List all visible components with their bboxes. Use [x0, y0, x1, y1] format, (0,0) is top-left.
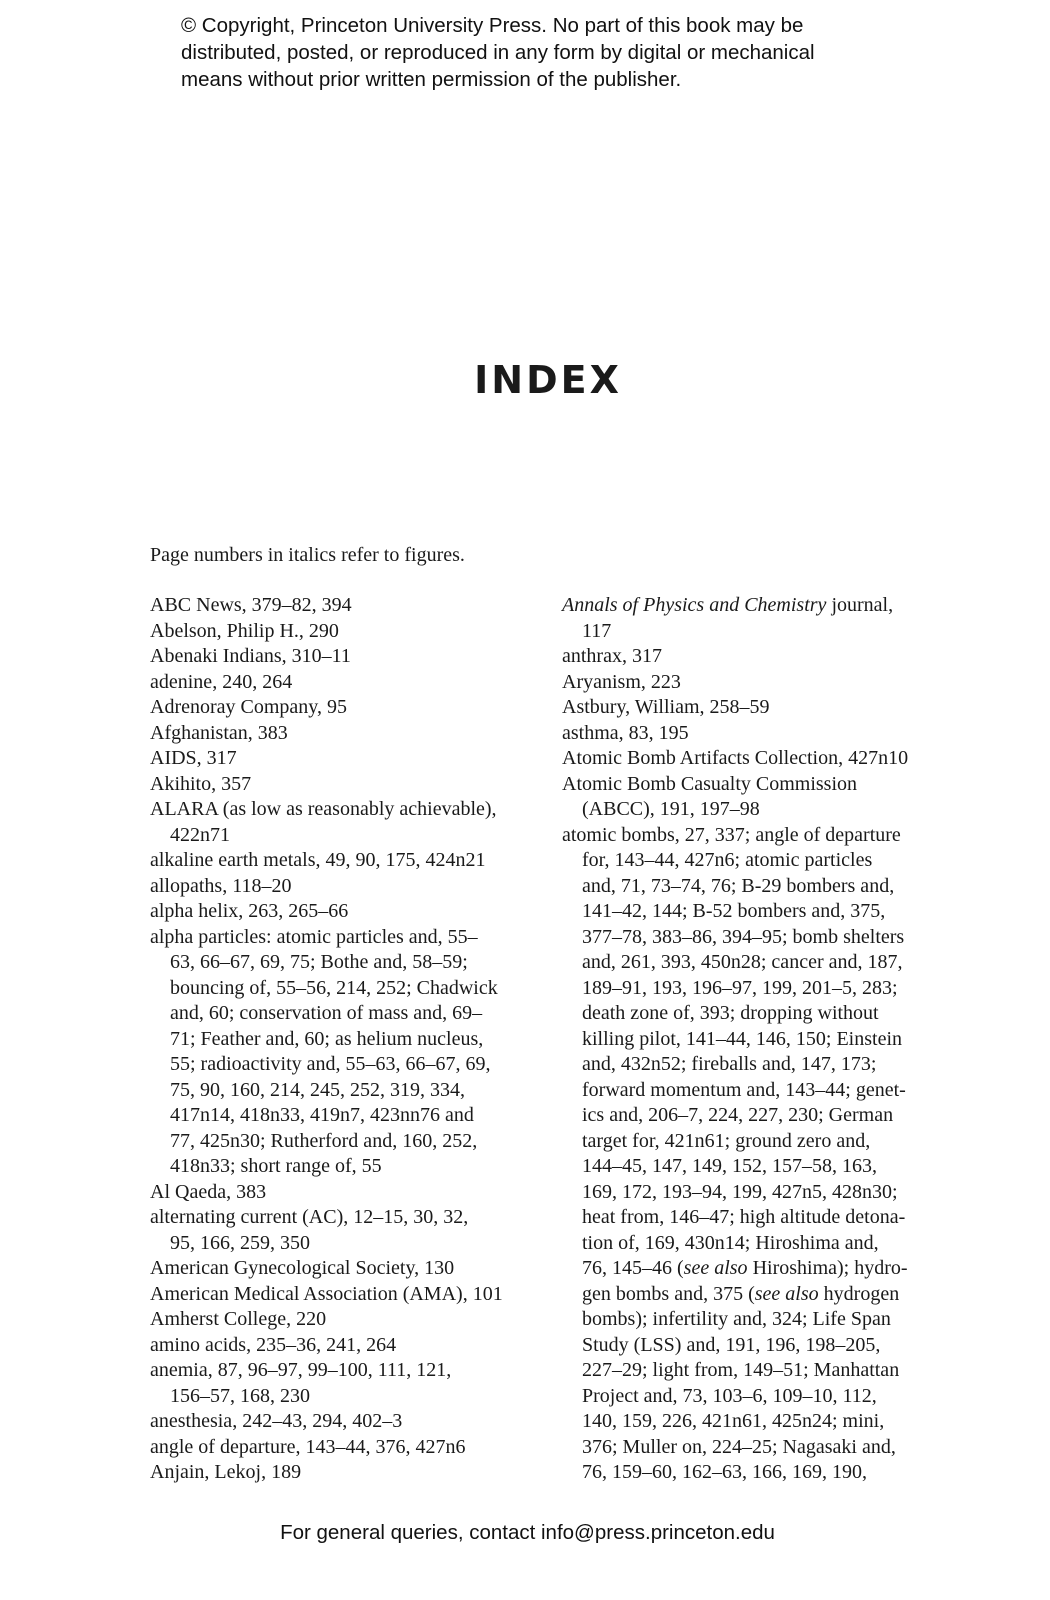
- index-entry-line: 140, 159, 226, 421n61, 425n24; mini,: [582, 1410, 885, 1432]
- journal-title: Annals of Physics and Chemistry: [562, 594, 827, 616]
- index-entry-line: atomic bombs, 27, 337; angle of departure: [562, 823, 901, 846]
- index-entry-line: alkaline earth metals, 49, 90, 175, 424n21: [150, 849, 486, 871]
- index-entry-line: forward momentum and, 143–44; genet-: [582, 1078, 906, 1101]
- entry-text: Hiroshima); hydro-: [747, 1257, 908, 1279]
- index-entry-line: alpha particles: atomic particles and, 55–: [150, 925, 478, 948]
- index-entry-line: 75, 90, 160, 214, 245, 252, 319, 334,: [170, 1078, 465, 1101]
- copyright-line: means without prior written permission of the publisher.: [181, 68, 682, 91]
- index-entry-line: death zone of, 393; dropping without: [582, 1002, 879, 1024]
- index-entry-line: 169, 172, 193–94, 199, 427n5, 428n30;: [582, 1180, 898, 1203]
- index-entry-line: 63, 66–67, 69, 75; Bothe and, 58–59;: [170, 951, 468, 973]
- index-entry-line: Atomic Bomb Artifacts Collection, 427n10: [562, 747, 909, 769]
- index-entry-line: Amherst College, 220: [150, 1308, 327, 1330]
- index-entry-line: 141–42, 144; B-52 bombers and, 375,: [582, 900, 886, 922]
- index-entry-line: heat from, 146–47; high altitude detona-: [582, 1206, 906, 1228]
- index-column-left: [150, 593, 540, 1486]
- index-entry-line: [562, 593, 958, 619]
- index-entry-line: Anjain, Lekoj, 189: [150, 1461, 302, 1483]
- index-entry-line: asthma, 83, 195: [562, 721, 689, 744]
- contact-footer: For general queries, contact info@press.princeton.edu: [280, 1521, 775, 1544]
- index-entry-line: 144–45, 147, 149, 152, 157–58, 163,: [582, 1155, 877, 1177]
- index-entry-line: and, 60; conservation of mass and, 69–: [170, 1002, 483, 1024]
- index-entry-line: 189–91, 193, 196–97, 199, 201–5, 283;: [582, 976, 898, 999]
- index-entry-line: Al Qaeda, 383: [150, 1180, 267, 1203]
- index-entry-line: anthrax, 317: [562, 645, 662, 667]
- index-entry-line: and, 432n52; fireballs and, 147, 173;: [582, 1053, 877, 1075]
- index-entry-line: killing pilot, 141–44, 146, 150; Einstein: [582, 1027, 902, 1050]
- entry-text: journal,: [826, 594, 894, 616]
- index-entry-line: Atomic Bomb Casualty Commission: [562, 772, 858, 795]
- index-column-right: [562, 593, 958, 1486]
- index-entry-line: anemia, 87, 96–97, 99–100, 111, 121,: [150, 1359, 452, 1381]
- index-entry-line: Study (LSS) and, 191, 196, 198–205,: [582, 1333, 881, 1356]
- index-entry-line: and, 71, 73–74, 76; B-29 bombers and,: [582, 874, 895, 897]
- index-entry-line: 377–78, 383–86, 394–95; bomb shelters: [582, 925, 905, 948]
- entry-text: hydrogen: [818, 1282, 900, 1305]
- index-entry-line: allopaths, 118–20: [150, 874, 292, 897]
- see-also: see also: [754, 1282, 819, 1305]
- index-entry-line: anesthesia, 242–43, 294, 402–3: [150, 1410, 403, 1432]
- index-entry-line: target for, 421n61; ground zero and,: [582, 1129, 871, 1152]
- index-entry-line: bouncing of, 55–56, 214, 252; Chadwick: [170, 976, 498, 999]
- index-entry-line: 227–29; light from, 149–51; Manhattan: [582, 1359, 900, 1381]
- index-entry-line: 95, 166, 259, 350: [170, 1231, 310, 1254]
- index-entry-line: 418n33; short range of, 55: [170, 1155, 382, 1177]
- index-entry-line: amino acids, 235–36, 241, 264: [150, 1333, 397, 1356]
- index-entry-line: 55; radioactivity and, 55–63, 66–67, 69,: [170, 1053, 491, 1075]
- see-also: see also: [683, 1257, 748, 1279]
- index-entry-line: bombs); infertility and, 324; Life Span: [582, 1308, 891, 1330]
- index-entry-line: Abelson, Philip H., 290: [150, 619, 339, 642]
- index-note: Page numbers in italics refer to figures.: [150, 544, 465, 566]
- copyright-notice: [181, 12, 941, 93]
- index-entry-line: Abenaki Indians, 310–11: [150, 645, 351, 667]
- index-entry-line: AIDS, 317: [150, 747, 237, 769]
- index-entry-line: 156–57, 168, 230: [170, 1384, 310, 1407]
- entry-text: 76, 145–46 (: [582, 1257, 684, 1279]
- index-entry-line: Aryanism, 223: [562, 670, 681, 693]
- index-entry-line: angle of departure, 143–44, 376, 427n6: [150, 1435, 466, 1458]
- index-entry-line: (ABCC), 191, 197–98: [582, 798, 760, 820]
- index-entry-line: ALARA (as low as reasonably achievable),: [150, 798, 497, 820]
- index-entry-line: [562, 1256, 958, 1282]
- index-entry-line: [562, 1282, 958, 1308]
- index-entry-line: 417n14, 418n33, 419n7, 423nn76 and: [170, 1104, 474, 1126]
- copyright-line: distributed, posted, or reproduced in any form by digital or mechanical: [181, 41, 815, 64]
- index-entry-line: Project and, 73, 103–6, 109–10, 112,: [582, 1384, 877, 1407]
- index-entry-line: 76, 159–60, 162–63, 166, 169, 190,: [582, 1461, 867, 1483]
- index-entry-line: Astbury, William, 258–59: [562, 696, 770, 718]
- copyright-line: © Copyright, Princeton University Press. No part of this book may be: [181, 14, 804, 37]
- index-entry-line: 422n71: [170, 823, 230, 846]
- index-entry-line: alpha helix, 263, 265–66: [150, 900, 349, 922]
- index-entry-line: 71; Feather and, 60; as helium nucleus,: [170, 1027, 484, 1050]
- index-entry-line: American Gynecological Society, 130: [150, 1257, 455, 1279]
- index-entry-line: Adrenoray Company, 95: [150, 696, 347, 718]
- index-entry-line: ics and, 206–7, 224, 227, 230; German: [582, 1104, 894, 1126]
- index-entry-line: 117: [582, 619, 612, 642]
- index-entry-line: American Medical Association (AMA), 101: [150, 1282, 503, 1305]
- index-entry-line: adenine, 240, 264: [150, 670, 293, 693]
- page-title: INDEX: [474, 358, 622, 402]
- entry-text: gen bombs and, 375 (: [582, 1282, 755, 1305]
- index-entry-line: Afghanistan, 383: [150, 721, 288, 744]
- index-entry-line: Akihito, 357: [150, 772, 252, 795]
- index-entry-line: alternating current (AC), 12–15, 30, 32,: [150, 1206, 469, 1228]
- index-entry-line: ABC News, 379–82, 394: [150, 594, 352, 616]
- index-entry-line: and, 261, 393, 450n28; cancer and, 187,: [582, 951, 903, 973]
- index-entry-line: tion of, 169, 430n14; Hiroshima and,: [582, 1231, 879, 1254]
- index-entry-line: 376; Muller on, 224–25; Nagasaki and,: [582, 1435, 896, 1458]
- index-entry-line: 77, 425n30; Rutherford and, 160, 252,: [170, 1129, 478, 1152]
- index-entry-line: for, 143–44, 427n6; atomic particles: [582, 849, 873, 871]
